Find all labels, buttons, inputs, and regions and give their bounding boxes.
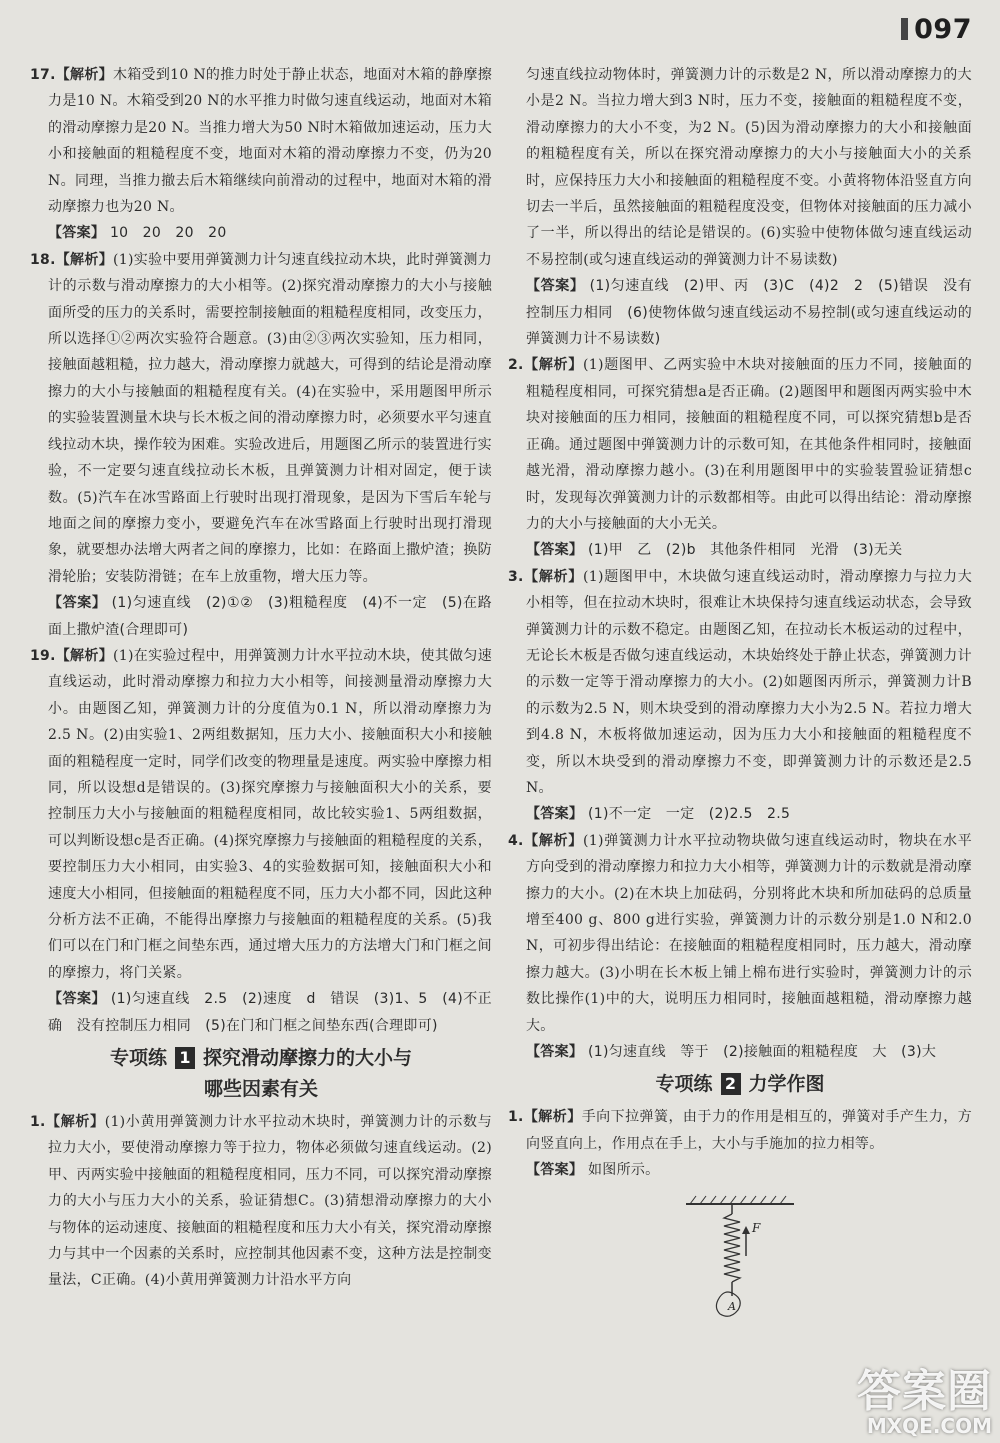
q19-answer-tag: 【答案】 [48,991,106,1008]
page-number-bar [901,18,908,40]
s1q1-answer-text: (1)匀速直线 (2)甲、丙 (3)C (4)2 2 (5)错误 没有控制压力相同 (6)使物体做匀速直线运动不易控制(或匀速直线运动的弹簧测力计不易读数) [526,278,972,348]
s1q3-answer-text: (1)不一定 一定 (2)2.5 2.5 [587,806,791,823]
q19-analysis-text: (1)在实验过程中，用弹簧测力计水平拉动木块，使其做匀速直线运动，此时滑动摩擦力和拉力大小相等，间接测量滑动摩擦力大小。由题图乙知，弹簧测力计的分度值为0.1 N，所以滑动摩擦力为2.5 N。(2)由实验1、2两组数据知，压力大小、接触面积大小和接触面的粗糙程度一定时，同学们改变的物理量是速度。两实验中摩擦力相同，所以设想d是错误的。(3)探究摩擦力与接触面积大小的关系，要控制压力大小与接触面的粗糙程度相同，故比较实验1、5两组数据，可以判断设想c是否正确。(4)探究摩擦力与接触面的粗糙程度的关系，要控制压力大小相同，由实验3、4的实验数据可知，接触面积大小和速度大小相同，但接触面的粗糙程度不同，压力大小都不同，因此这种分析方法不正确，不能得出摩擦力与接触面的粗糙程度的关系。(5)我们可以在门和门框之间垫东西，通过增大压力的方法增大门和门框之间的摩擦力，将门关紧。 [48,647,492,981]
s1q1-analysis-tag: 【解析】 [45,1114,105,1131]
s1q3-analysis-tag: 【解析】 [523,568,584,585]
s2q1-explanation [508,1104,972,1157]
section2-heading [508,1069,972,1100]
s1q1-explanation-continued [508,62,972,273]
watermark-logo [857,1366,992,1438]
s1q3-explanation [508,564,972,802]
s1q4-number: 4. [508,832,524,849]
q18-analysis-text: (1)实验中要用弹簧测力计匀速直线拉动木块，此时弹簧测力计的示数与滑动摩擦力的大小相等。(2)探究滑动摩擦力的大小与接触面所受的压力的关系时，需要控制接触面的粗糙程度相同，改变压力，所以选择①②两次实验符合题意。(3)由②③两次实验知，压力相同，接触面越粗糙，拉力越大，滑动摩擦力就越大，可得到的结论是滑动摩擦力的大小与接触面的粗糙程度有关。(4)在实验中，采用题图甲所示的实验装置测量木块与长木板之间的滑动摩擦力时，必须要水平匀速直线拉动木块，操作较为困难。实验改进后，用题图乙所示的装置进行实验，不一定要匀速直线拉动长木板，且弹簧测力计相对固定，便于读数。(5)汽车在冰雪路面上行驶时出现打滑现象，是因为下雪后车轮与地面之间的摩擦力变小，要避免汽车在冰雪路面上行驶时出现打滑现象，就要想办法增大两者之间的摩擦力，比如：在路面上撒炉渣；换防滑轮胎；安装防滑链；在车上放重物，增大压力等。 [48,251,492,585]
q17-answer-text: 10 20 20 20 [109,225,227,242]
s1q3-analysis-text: (1)题图甲中，木块做匀速直线运动时，滑动摩擦力与拉力大小相等，但在拉动木块时，很难让木块保持匀速直线运动状态，会导致弹簧测力计的示数不稳定。由题图乙知，在拉动长木板运动的过程中，无论长木板是否做匀速直线运动，木块始终处于静止状态，弹簧测力计的示数一定等于滑动摩擦力的大小。(2)如题图丙所示，弹簧测力计B的示数为2.5 N，则木块受到的滑动摩擦力大小为2.5 N。若拉力增大到4.8 N，木板将做加速运动，因为压力大小和接触面的粗糙程度不变，所以木块受到的滑动摩擦力不变，即弹簧测力计的示数还是2.5 N。 [526,568,972,796]
q18-answer-tag: 【答案】 [48,595,107,612]
s1q1-number: 1. [30,1114,46,1131]
section1-prefix: 专项练 [109,1047,167,1070]
s1q4-answer-text: (1)匀速直线 等于 (2)接触面的粗糙程度 大 (3)大 [587,1044,937,1061]
s1q1-explanation [30,1109,492,1294]
s1q4-analysis-tag: 【解析】 [523,832,584,849]
q17-answer-tag: 【答案】 [48,225,106,242]
s2q1-answer-tag: 【答案】 [526,1162,584,1179]
q19-analysis-tag: 【解析】 [55,647,114,664]
s1q1-analysis-text: (1)小黄用弹簧测力计水平拉动木块时，弹簧测力计的示数与拉力大小，要使滑动摩擦力等于拉力，物体必须做匀速直线运动。(2)甲、丙两实验中接触面的粗糙程度相同，压力不同，可以探究滑动摩擦力的大小与压力大小的关系，验证猜想C。(3)猜想滑动摩擦力的大小与物体的运动速度、接触面的粗糙程度和压力大小有关，探究滑动摩擦力与其中一个因素的关系时，应控制其他因素不变，这种方法是控制变量法，C正确。(4)小黄用弹簧测力计沿水平方向 [48,1114,492,1289]
q17-analysis-tag: 【解析】 [55,67,113,83]
q18-number: 18. [30,251,56,268]
spring-coil [724,1214,740,1282]
section1-title-line1: 探究滑动摩擦力的大小与 [203,1047,413,1070]
watermark-url: MXQE.COM [866,1414,992,1438]
s1q4-explanation [508,828,972,1039]
s1q2-answer-text: (1)甲 乙 (2)b 其他条件相同 光滑 (3)无关 [587,542,903,559]
q18-answer [30,590,492,643]
s2q1-analysis-text: 手向下拉弹簧，由于力的作用是相互的，弹簧对手产生力，方向竖直向上，作用点在手上，大小与手施加的拉力相等。 [526,1109,972,1152]
q18-analysis-tag: 【解析】 [55,251,114,268]
s1q1-answer-tag: 【答案】 [526,278,585,295]
s1q1-analysis-continued: 匀速直线拉动物体时，弹簧测力计的示数是2 N，所以滑动摩擦力的大小是2 N。当拉力增大到3 N时，压力不变，接触面的粗糙程度不变，滑动摩擦力的大小不变，为2 N。(5)因为滑动摩擦力的大小和接触面的粗糙程度有关，所以在探究滑动摩擦力的大小与接触面大小的关系时，应保持压力大小和接触面的粗糙程度不变。小黄将物体沿竖直方向切去一半后，虽然接触面的粗糙程度没变，但物体对接触面的压力减小了一半，所以得出的结论是错误的。(6)实验中使物体做匀速直线运动不易控制(或匀速直线运动的弹簧测力计不易读数) [526,67,972,268]
page-number-text: 097 [914,14,972,45]
s1q4-answer-tag: 【答案】 [526,1044,584,1061]
section1-title-line2: 哪些因素有关 [203,1078,318,1101]
s1q3-number: 3. [508,568,524,585]
q19-answer-text: (1)匀速直线 2.5 (2)速度 d 错误 (3)1、5 (4)不正确 没有控制压力相同 (5)在门和门框之间垫东西(合理即可) [48,991,492,1034]
s1q2-answer-tag: 【答案】 [526,542,584,559]
s1q3-answer [508,801,972,827]
s1q2-explanation [508,352,972,537]
section2-title: 力学作图 [748,1073,825,1096]
section1-number-badge: 1 [175,1047,195,1069]
spring-force-figure [680,1192,800,1322]
q17-analysis-text: 木箱受到10 N的推力时处于静止状态，地面对木箱的静摩擦力是10 N。木箱受到20 N的水平推力时做匀速直线运动，地面对木箱的滑动摩擦力是20 N。当推力增大为50 N时木箱做加速运动，压力大小和接触面的粗糙程度不变，地面对木箱的滑动摩擦力不变，仍为20 N。同理，当推力撤去后木箱继续向前滑动的过程中，地面对木箱的滑动摩擦力也为20 N。 [48,67,492,216]
s1q2-number: 2. [508,357,524,374]
section2-prefix: 专项练 [655,1073,713,1096]
ceiling-hatching [690,1196,786,1204]
s2q1-answer-text: 如图所示。 [587,1162,660,1179]
force-label-f: F [752,1220,761,1235]
s1q1-answer [508,273,972,352]
q17-answer [30,220,492,246]
section1-heading [30,1043,492,1105]
watermark-title: 答案圈 [857,1366,992,1417]
q17-explanation [30,62,492,220]
s1q2-analysis-text: (1)题图甲、乙两实验中木块对接触面的压力不同，接触面的粗糙程度相同，可探究猜想a是否正确。(2)题图甲和题图丙两实验中木块对接触面的压力相同，接触面的粗糙程度不同，可以探究猜想b是否正确。通过题图中弹簧测力计的示数可知，在其他条件相同时，接触面越光滑，滑动摩擦力越小。(3)在利用题图甲中的实验装置验证猜想c时，发现每次弹簧测力计的示数都相等。由此可以得出结论：滑动摩擦力的大小与接触面的大小无关。 [526,357,972,532]
s2q1-analysis-tag: 【解析】 [523,1109,582,1126]
q19-answer [30,986,492,1039]
s2q1-answer [508,1157,972,1183]
s1q3-answer-tag: 【答案】 [526,806,584,823]
q19-explanation [30,643,492,986]
section2-number-badge: 2 [721,1073,741,1095]
q19-number: 19. [30,647,56,664]
right-column [508,62,972,1432]
left-column [30,62,492,1432]
s1q4-analysis-text: (1)弹簧测力计水平拉动物块做匀速直线运动时，物块在水平方向受到的滑动摩擦力和拉力大小相等，弹簧测力计的示数就是滑动摩擦力的大小。(2)在木块上加砝码，分别将此木块和所加砝码的总质量增至400 g、800 g进行实验，弹簧测力计的示数分别是1.0 N和2.0 N，可初步得出结论：在接触面的粗糙程度相同时，压力越大，滑动摩擦力越大。(3)小明在长木板上铺上棉布进行实验时，弹簧测力计的示数比操作(1)中的大，说明压力相同时，接触面越粗糙，滑动摩擦力越大。 [526,832,972,1034]
q18-explanation [30,247,492,590]
q17-number: 17. [30,67,56,83]
s1q2-answer [508,537,972,563]
s1q2-analysis-tag: 【解析】 [523,357,584,374]
s1q4-answer [508,1039,972,1065]
page-number [901,14,972,45]
s2q1-number: 1. [508,1109,524,1126]
q18-answer-text: (1)匀速直线 (2)①② (3)粗糙程度 (4)不一定 (5)在路面上撒炉渣(合理即可) [48,595,492,638]
point-label-a: A [728,1299,736,1313]
